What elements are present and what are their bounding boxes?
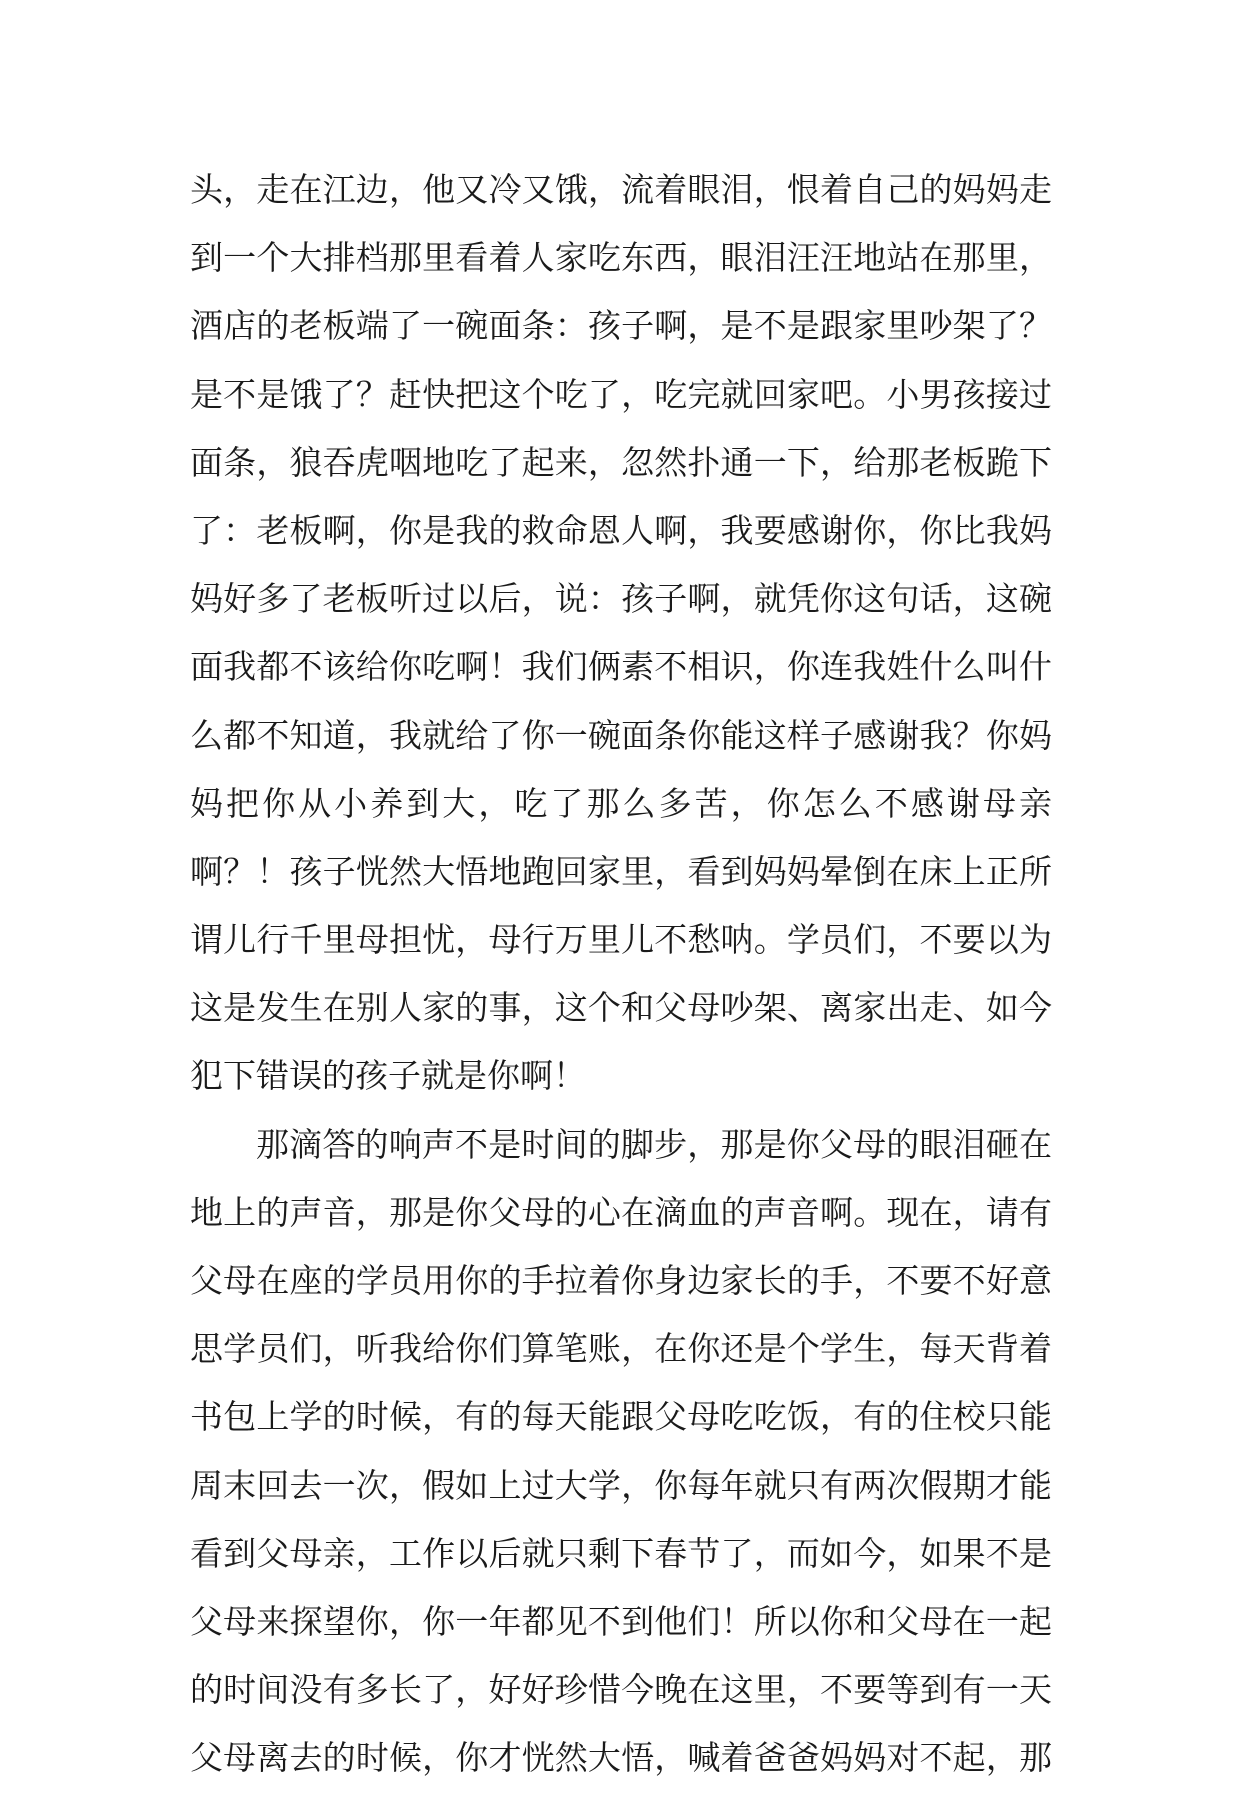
body-text [190,156,1052,1793]
text-line: 犯下错误的孩子就是你啊！ [190,1056,586,1096]
text-line: 么都不知道，我就给了你一碗面条你能这样子感谢我？你妈 [190,715,1052,755]
text-line: 父母离去的时候，你才恍然大悟，喊着爸爸妈妈对不起，那 [190,1738,1052,1778]
text-line: 到一个大排档那里看着人家吃东西，眼泪汪汪地站在那里， [190,238,1052,278]
text-line: 这是发生在别人家的事，这个和父母吵架、离家出走、如今 [190,988,1052,1028]
text-line: 酒店的老板端了一碗面条：孩子啊，是不是跟家里吵架了？ [190,306,1052,346]
text-line: 是不是饿了？赶快把这个吃了，吃完就回家吧。小男孩接过 [190,374,1052,414]
text-line: 妈把你从小养到大，吃了那么多苦，你怎么不感谢母亲 [190,783,1052,823]
text-line: 了：老板啊，你是我的救命恩人啊，我要感谢你，你比我妈 [190,510,1052,550]
text-line: 地上的声音，那是你父母的心在滴血的声音啊。现在，请有 [190,1192,1052,1232]
text-line: 头，走在江边，他又冷又饿，流着眼泪，恨着自己的妈妈走 [190,170,1052,209]
text-line: 啊？！孩子恍然大悟地跑回家里，看到妈妈晕倒在床上正所 [190,851,1052,891]
text-line: 父母在座的学员用你的手拉着你身边家长的手，不要不好意 [190,1261,1052,1300]
text-line: 的时间没有多长了，好好珍惜今晚在这里，不要等到有一天 [190,1670,1052,1710]
text-line: 妈好多了老板听过以后，说：孩子啊，就凭你这句话，这碗 [190,579,1052,619]
paragraph-first-line: 那滴答的响声不是时间的脚步，那是你父母的眼泪砸在 [256,1124,1052,1164]
text-line: 父母来探望你，你一年都见不到他们！所以你和父母在一起 [190,1601,1052,1641]
text-line: 周末回去一次，假如上过大学，你每年就只有两次假期才能 [190,1465,1052,1505]
text-line: 面条，狼吞虎咽地吃了起来，忽然扑通一下，给那老板跪下 [190,442,1052,482]
text-line: 书包上学的时候，有的每天能跟父母吃吃饭，有的住校只能 [190,1397,1052,1437]
text-line: 思学员们，听我给你们算笔账，在你还是个学生，每天背着 [190,1329,1052,1369]
text-line: 看到父母亲，工作以后就只剩下春节了，而如今，如果不是 [190,1533,1052,1573]
text-line: 面我都不该给你吃啊！我们俩素不相识，你连我姓什么叫什 [190,647,1052,687]
text-line: 谓儿行千里母担忧，母行万里儿不愁呐。学员们，不要以为 [190,920,1052,960]
